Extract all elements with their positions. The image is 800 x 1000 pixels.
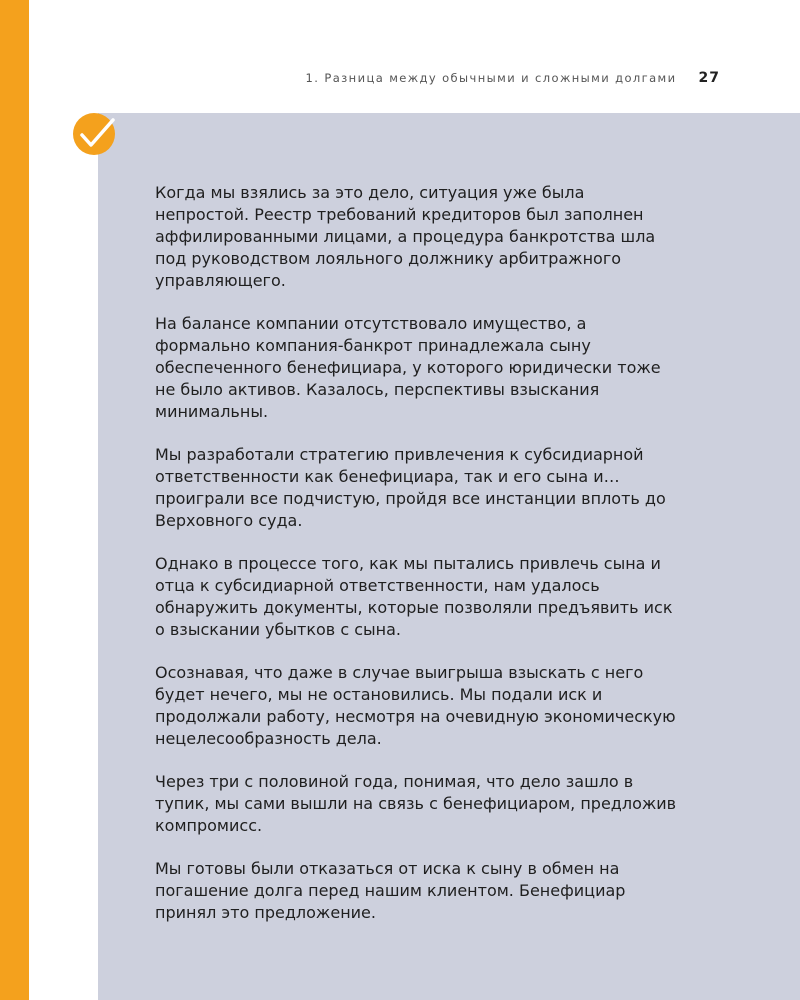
badge-circle — [73, 113, 115, 155]
paragraph-4: Однако в процессе того, как мы пытались привлечь сына и отца к субсидиарной ответственности, нам удалось обнаружить документы, которые позволяли предъявить иск о взыскании убытков с сына. — [155, 554, 673, 639]
orange-edge-bar — [0, 0, 29, 1000]
paragraph-3: Мы разработали стратегию привлечения к субсидиарной ответственности как бенефициара, так и его сына и… проиграли все подчистую, пройдя все инстанции вплоть до Верховного суда. — [155, 445, 666, 530]
paragraph-2: На балансе компании отсутствовало имущество, а формально компания-банкрот принадлежала сыну обеспеченного бенефициара, у которого юридически тоже не было активов. Казалось, перспективы взыскания минимальны. — [155, 314, 661, 421]
running-header — [306, 70, 720, 86]
chapter-running-title: 1. Разница между обычными и сложными долгами — [305, 71, 677, 85]
paragraph-1: Когда мы взялись за это дело, ситуация уже была непростой. Реестр требований кредиторов был заполнен аффилированными лицами, а процедура банкротства шла под руководством лояльного должнику арбитражного управляющего. — [155, 183, 656, 290]
checkmark-icon — [72, 111, 118, 157]
paragraph-7: Мы готовы были отказаться от иска к сыну в обмен на погашение долга перед нашим клиентом. Бенефициар принял это предложение. — [155, 859, 626, 922]
page-number: 27 — [698, 70, 720, 86]
paragraph-5: Осознавая, что даже в случае выигрыша взыскать с него будет нечего, мы не остановились. Мы подали иск и продолжали работу, несмотря на очевидную экономическую нецелесообразность дела. — [155, 663, 676, 748]
body-text — [155, 182, 677, 945]
paragraph-6: Через три с половиной года, понимая, что дело зашло в тупик, мы сами вышли на связь с бенефициаром, предложив компромисс. — [155, 772, 677, 835]
